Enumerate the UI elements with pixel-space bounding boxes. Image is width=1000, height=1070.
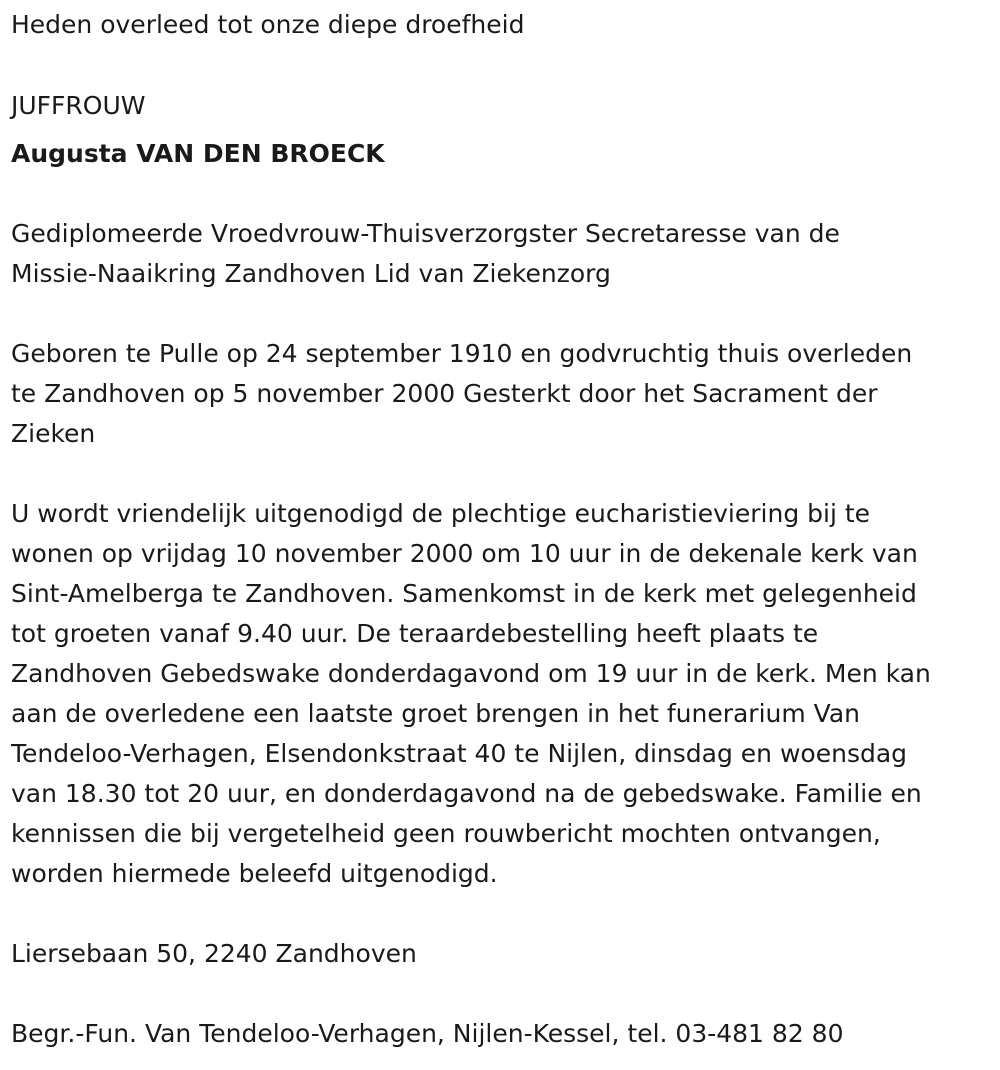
birth-death-line: te Zandhoven op 5 november 2000 Gesterkt door het Sacrament der (11, 379, 878, 408)
deceased-name: Augusta VAN DEN BROECK (11, 139, 385, 168)
invitation-line: kennissen die bij vergetelheid geen rouwbericht mochten ontvangen, (11, 819, 881, 848)
title-prefix: JUFFROUW (11, 91, 146, 120)
occupation-line: Missie-Naaikring Zandhoven Lid van Ziekenzorg (11, 259, 611, 288)
invitation-line: aan de overledene een laatste groet brengen in het funerarium Van (11, 699, 860, 728)
invitation-line: worden hiermede beleefd uitgenodigd. (11, 859, 498, 888)
address-text: Liersebaan 50, 2240 Zandhoven (11, 939, 417, 968)
birth-death-line: Zieken (11, 419, 96, 448)
invitation-line: tot groeten vanaf 9.40 uur. De teraardebestelling heeft plaats te (11, 619, 819, 648)
birth-death-line: Geboren te Pulle op 24 september 1910 en godvruchtig thuis overleden (11, 339, 913, 368)
intro-text: Heden overleed tot onze diepe droefheid (11, 10, 525, 39)
invitation-line: Zandhoven Gebedswake donderdagavond om 19 uur in de kerk. Men kan (11, 659, 931, 688)
invitation-line: van 18.30 tot 20 uur, en donderdagavond na de gebedswake. Familie en (11, 779, 922, 808)
invitation-line: U wordt vriendelijk uitgenodigd de plechtige eucharistieviering bij te (11, 499, 871, 528)
invitation-line: Sint-Amelberga te Zandhoven. Samenkomst in de kerk met gelegenheid (11, 579, 917, 608)
invitation-line: Tendeloo-Verhagen, Elsendonkstraat 40 te Nijlen, dinsdag en woensdag (11, 739, 908, 768)
funeral-home-text: Begr.-Fun. Van Tendeloo-Verhagen, Nijlen-Kessel, tel. 03-481 82 80 (11, 1019, 844, 1048)
invitation-line: wonen op vrijdag 10 november 2000 om 10 uur in de dekenale kerk van (11, 539, 918, 568)
occupation-line: Gediplomeerde Vroedvrouw-Thuisverzorgster Secretaresse van de (11, 219, 840, 248)
